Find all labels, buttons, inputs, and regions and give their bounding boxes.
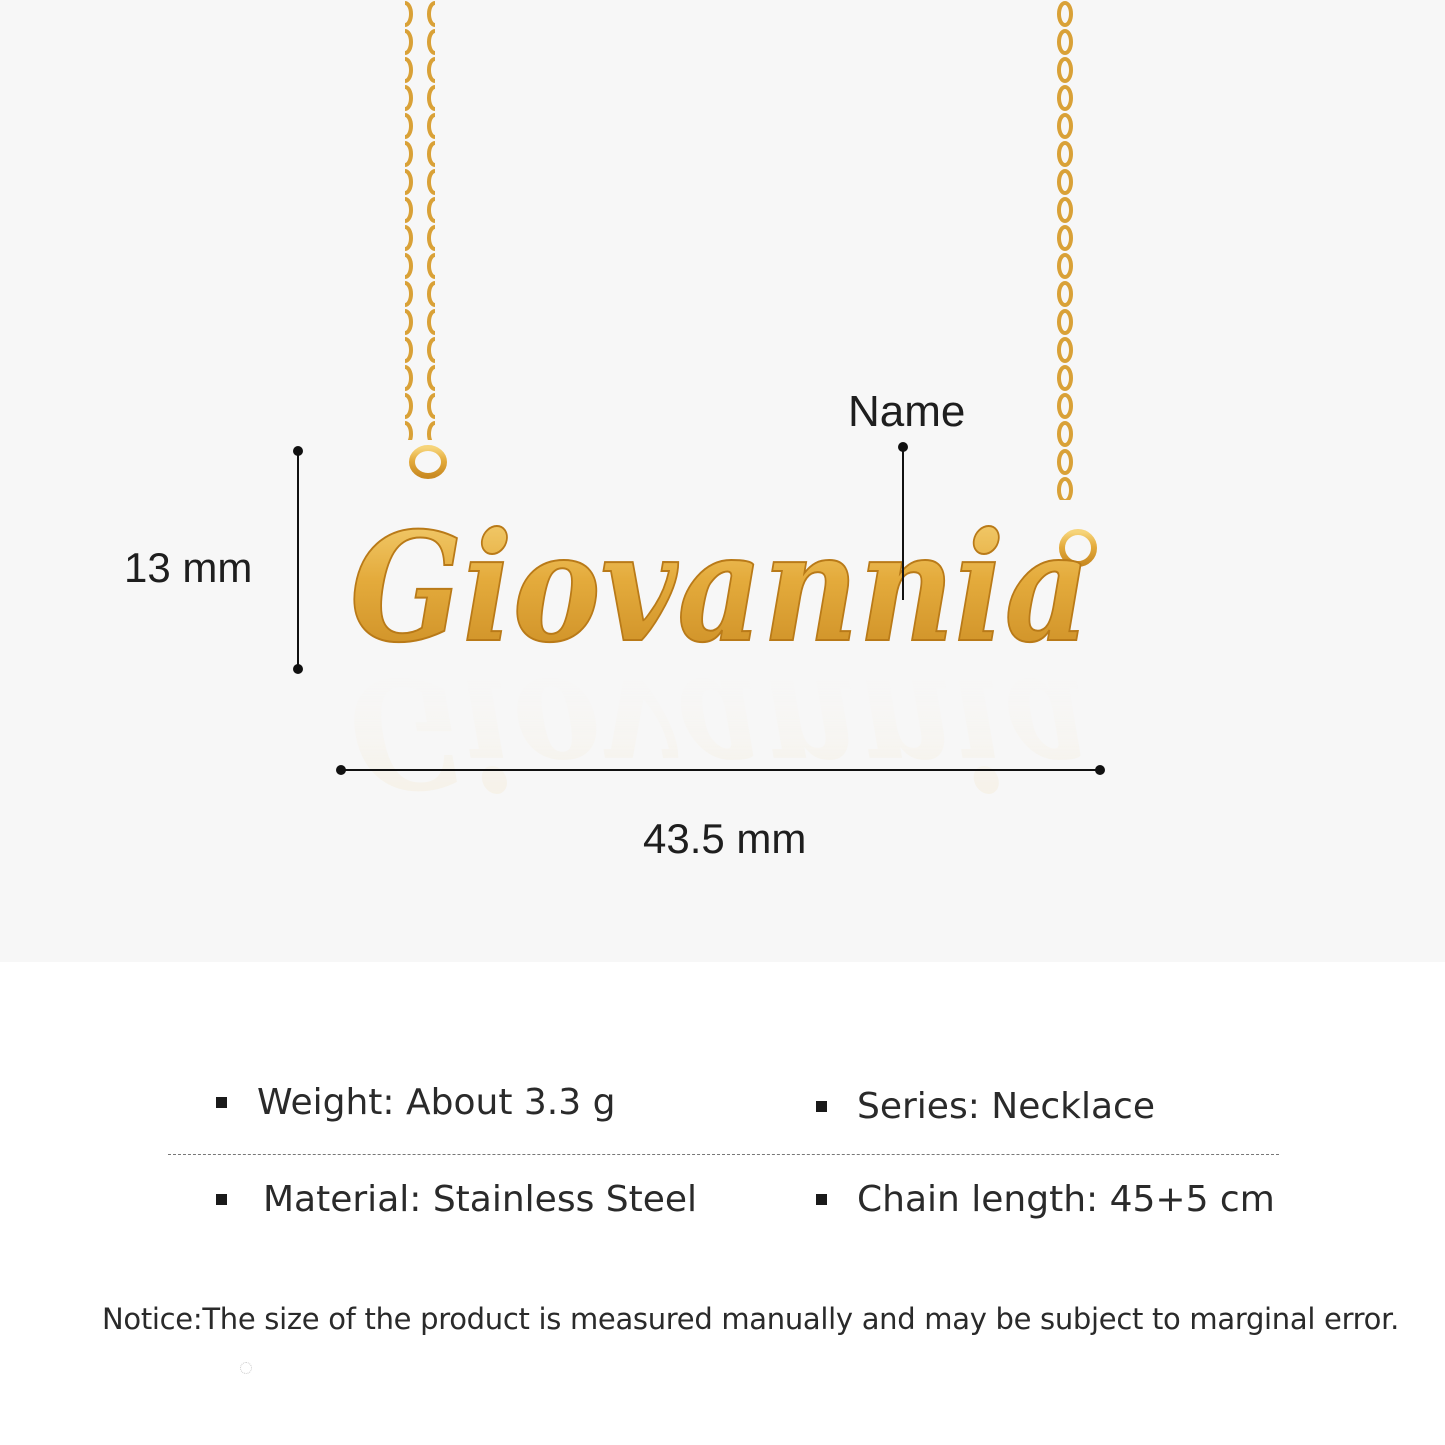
bullet-icon bbox=[216, 1194, 227, 1205]
left-chain bbox=[405, 0, 435, 440]
name-callout-label: Name bbox=[848, 387, 966, 436]
spec-divider bbox=[168, 1154, 1279, 1155]
measurement-notice: Notice:The size of the product is measured manually and may be subject to marginal error. bbox=[102, 1302, 1399, 1336]
spec-material bbox=[216, 1179, 697, 1220]
right-chain bbox=[1052, 0, 1082, 500]
height-dimension-line bbox=[293, 446, 303, 674]
left-jump-ring bbox=[412, 448, 444, 476]
reflection-text: Giovannia bbox=[350, 644, 1090, 820]
width-dimension-label: 43.5 mm bbox=[643, 815, 807, 862]
spec-series bbox=[816, 1086, 1155, 1127]
name-pendant: Giovannia bbox=[350, 500, 1090, 676]
bullet-icon bbox=[816, 1101, 827, 1112]
bullet-icon bbox=[816, 1194, 827, 1205]
spec-chain-length bbox=[816, 1179, 1275, 1220]
spec-material-text: Material: Stainless Steel bbox=[263, 1179, 698, 1220]
height-dimension-label: 13 mm bbox=[124, 544, 253, 591]
spec-weight bbox=[216, 1082, 615, 1123]
spec-weight-text: Weight: About 3.3 g bbox=[257, 1082, 616, 1123]
specifications-section bbox=[0, 962, 1445, 1445]
bullet-icon bbox=[216, 1097, 227, 1108]
decorative-dot-icon bbox=[240, 1362, 252, 1374]
spec-chain-length-text: Chain length: 45+5 cm bbox=[857, 1179, 1275, 1220]
spec-series-text: Series: Necklace bbox=[857, 1086, 1156, 1127]
